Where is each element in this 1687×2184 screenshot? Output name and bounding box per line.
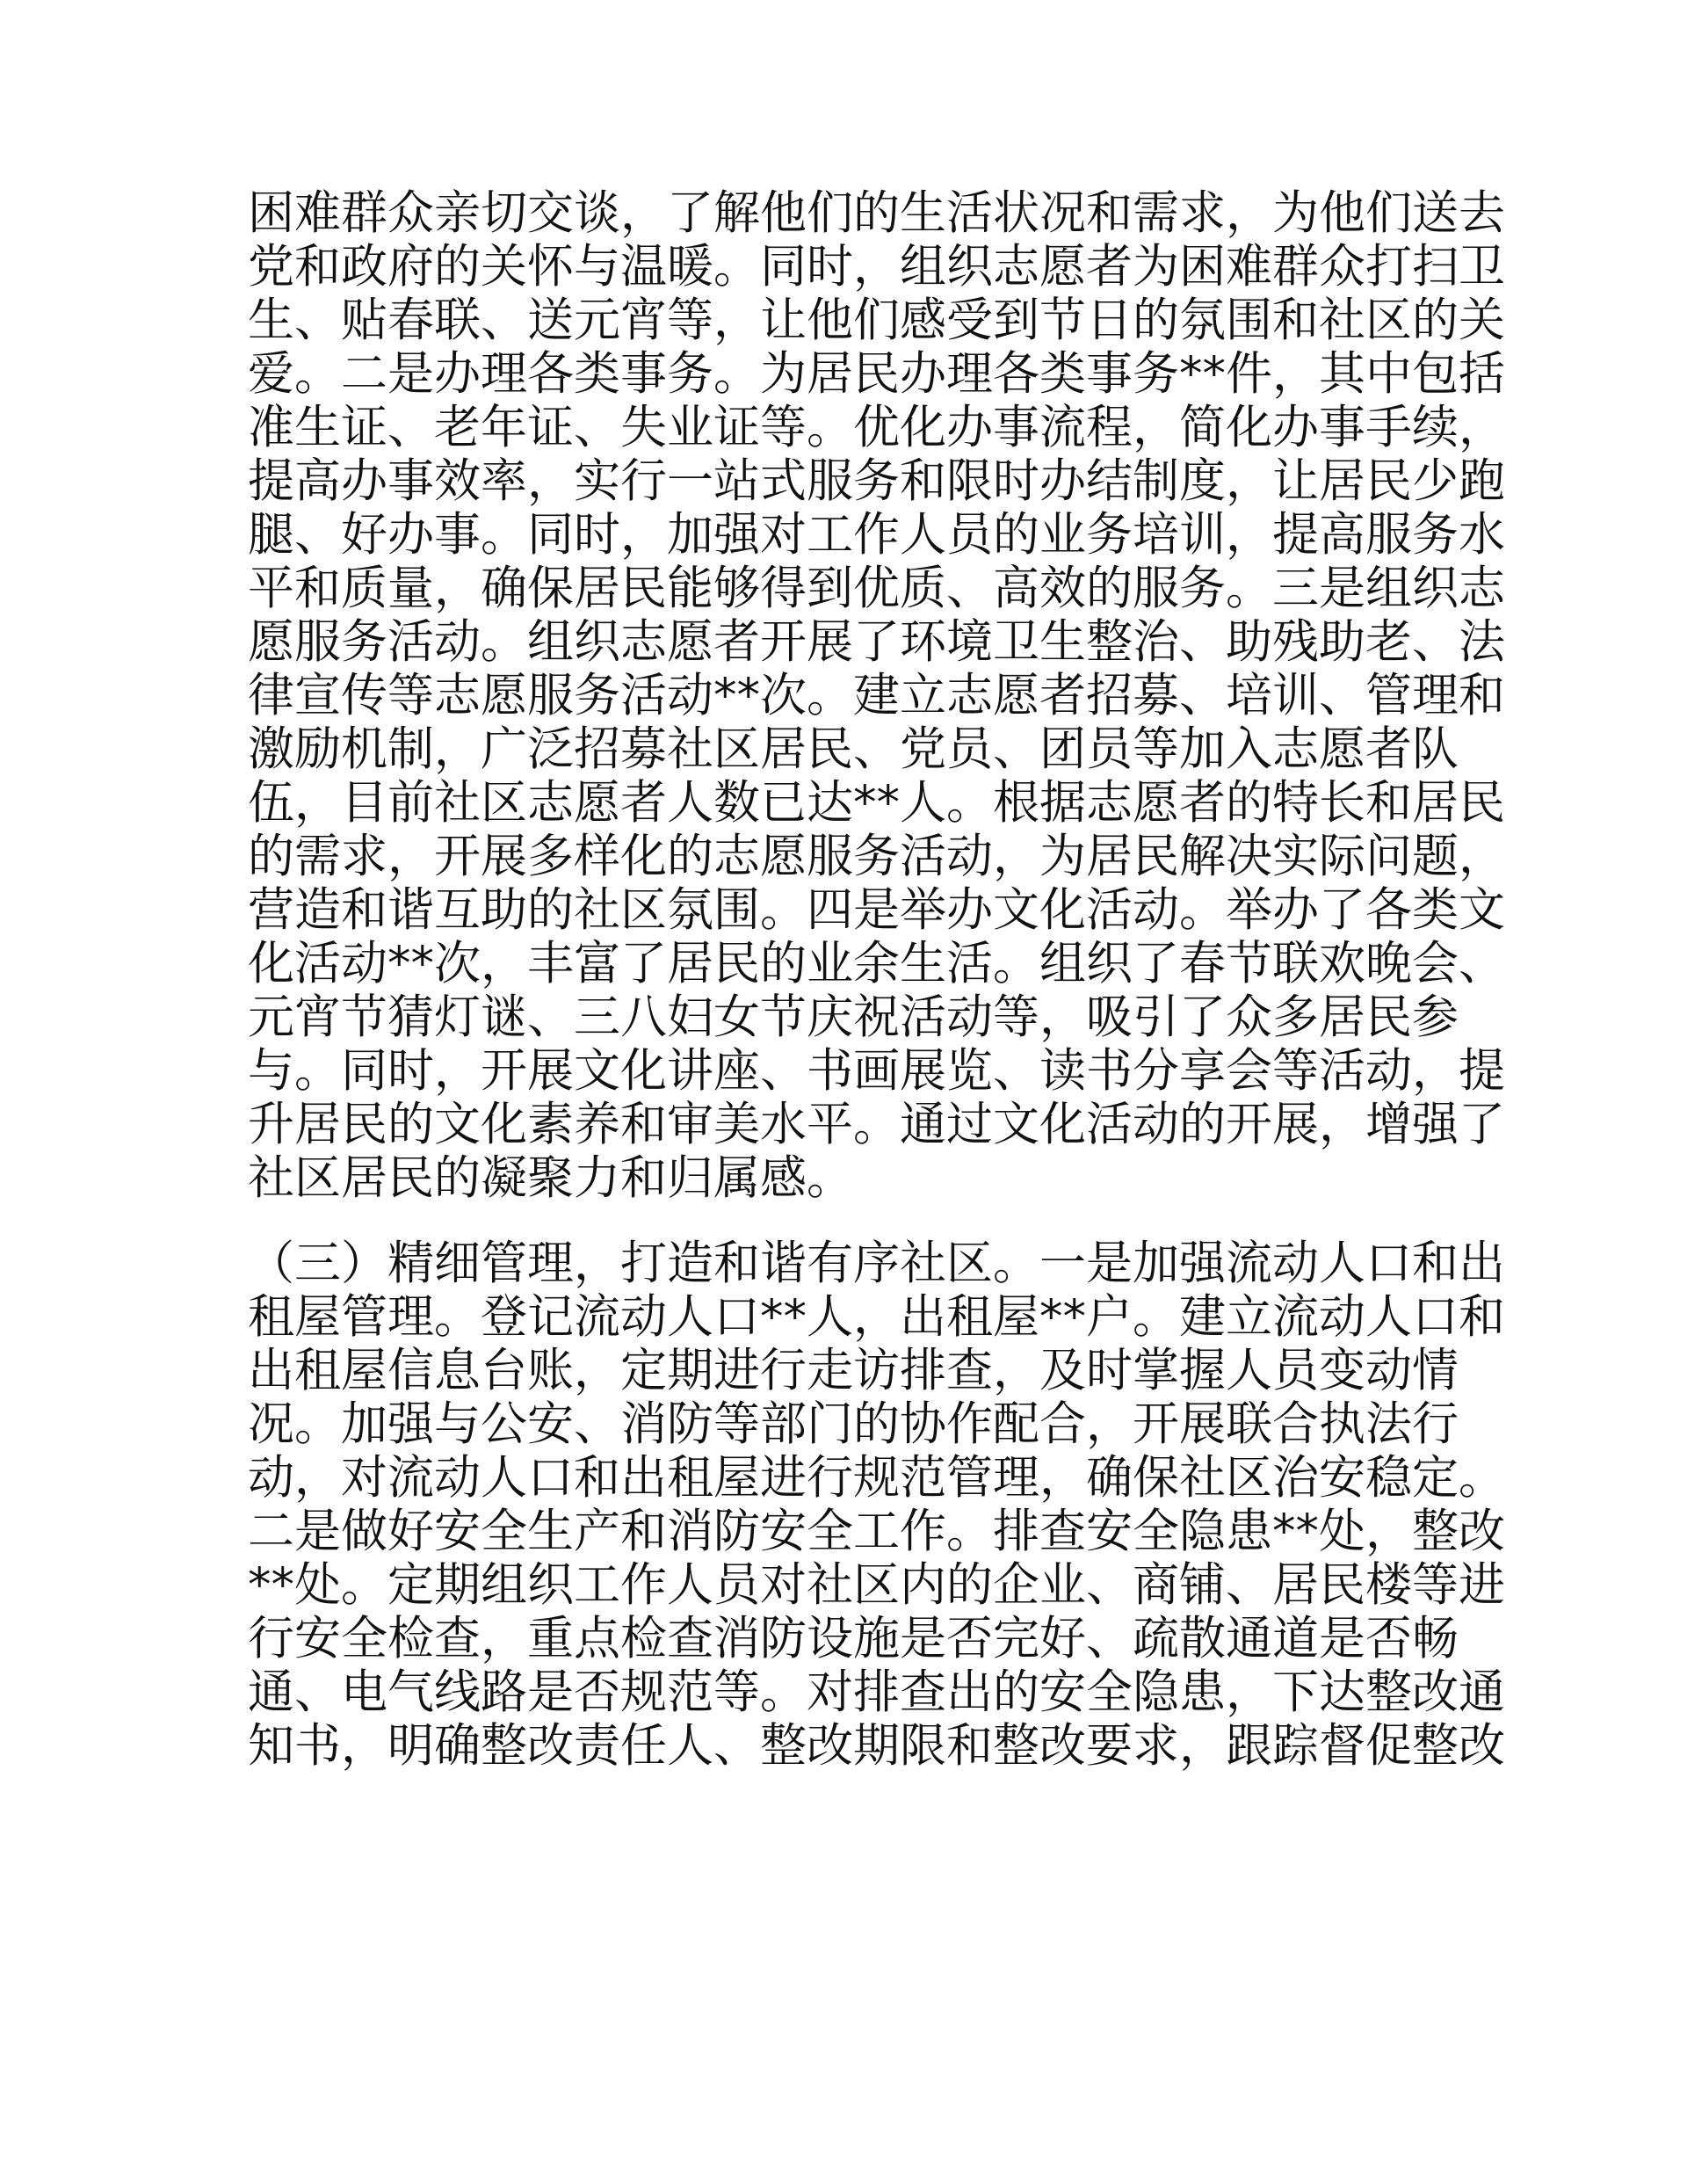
text-line: **处。定期组织工作人员对社区内的企业、商铺、居民楼等进 [248, 1558, 1505, 1612]
paragraph-1 [248, 186, 1505, 1205]
text-line: 激励机制，广泛招募社区居民、党员、团员等加入志愿者队 [248, 722, 1459, 776]
text-line: 腿、好办事。同时，加强对工作人员的业务培训，提高服务水 [248, 508, 1505, 562]
text-line: （三）精细管理，打造和谐有序社区。一是加强流动人口和出 [248, 1237, 1505, 1290]
text-line: 二是做好安全生产和消防安全工作。排查安全隐患**处，整改 [248, 1505, 1505, 1558]
paragraph-spacer [248, 1205, 1443, 1237]
text-line: 动，对流动人口和出租屋进行规范管理，确保社区治安稳定。 [248, 1451, 1505, 1505]
text-line: 社区居民的凝聚力和归属感。 [248, 1151, 853, 1205]
text-line: 与。同时，开展文化讲座、书画展览、读书分享会等活动，提 [248, 1044, 1505, 1098]
text-line: 党和政府的关怀与温暖。同时，组织志愿者为困难群众打扫卫 [248, 240, 1505, 294]
text-line: 出租屋信息台账，定期进行走访排查，及时掌握人员变动情 [248, 1344, 1459, 1397]
text-line: 生、贴春联、送元宵等，让他们感受到节日的氛围和社区的关 [248, 294, 1505, 347]
text-line: 知书，明确整改责任人、整改期限和整改要求，跟踪督促整改 [248, 1719, 1505, 1773]
text-line: 平和质量，确保居民能够得到优质、高效的服务。三是组织志 [248, 562, 1505, 615]
text-line: 行安全检查，重点检查消防设施是否完好、疏散通道是否畅 [248, 1612, 1459, 1665]
text-line: 元宵节猜灯谜、三八妇女节庆祝活动等，吸引了众多居民参 [248, 990, 1459, 1044]
text-line: 的需求，开展多样化的志愿服务活动，为居民解决实际问题， [248, 830, 1505, 883]
text-line: 升居民的文化素养和审美水平。通过文化活动的开展，增强了 [248, 1098, 1505, 1151]
text-line: 营造和谐互助的社区氛围。四是举办文化活动。举办了各类文 [248, 883, 1505, 937]
text-line: 律宣传等志愿服务活动**次。建立志愿者招募、培训、管理和 [248, 669, 1505, 722]
document-body [248, 186, 1505, 1773]
text-line: 况。加强与公安、消防等部门的协作配合，开展联合执法行 [248, 1397, 1459, 1451]
text-line: 通、电气线路是否规范等。对排查出的安全隐患，下达整改通 [248, 1665, 1505, 1719]
text-line: 提高办事效率，实行一站式服务和限时办结制度，让居民少跑 [248, 454, 1505, 508]
text-line: 困难群众亲切交谈，了解他们的生活状况和需求，为他们送去 [248, 186, 1505, 240]
text-line: 愿服务活动。组织志愿者开展了环境卫生整治、助残助老、法 [248, 615, 1505, 669]
text-line: 租屋管理。登记流动人口**人，出租屋**户。建立流动人口和 [248, 1290, 1505, 1344]
text-line: 爱。二是办理各类事务。为居民办理各类事务**件，其中包括 [248, 347, 1505, 401]
text-line: 伍，目前社区志愿者人数已达**人。根据志愿者的特长和居民 [248, 776, 1505, 830]
text-line: 化活动**次，丰富了居民的业余生活。组织了春节联欢晚会、 [248, 937, 1505, 990]
text-line: 准生证、老年证、失业证等。优化办事流程，简化办事手续， [248, 401, 1505, 454]
paragraph-2 [248, 1237, 1505, 1773]
